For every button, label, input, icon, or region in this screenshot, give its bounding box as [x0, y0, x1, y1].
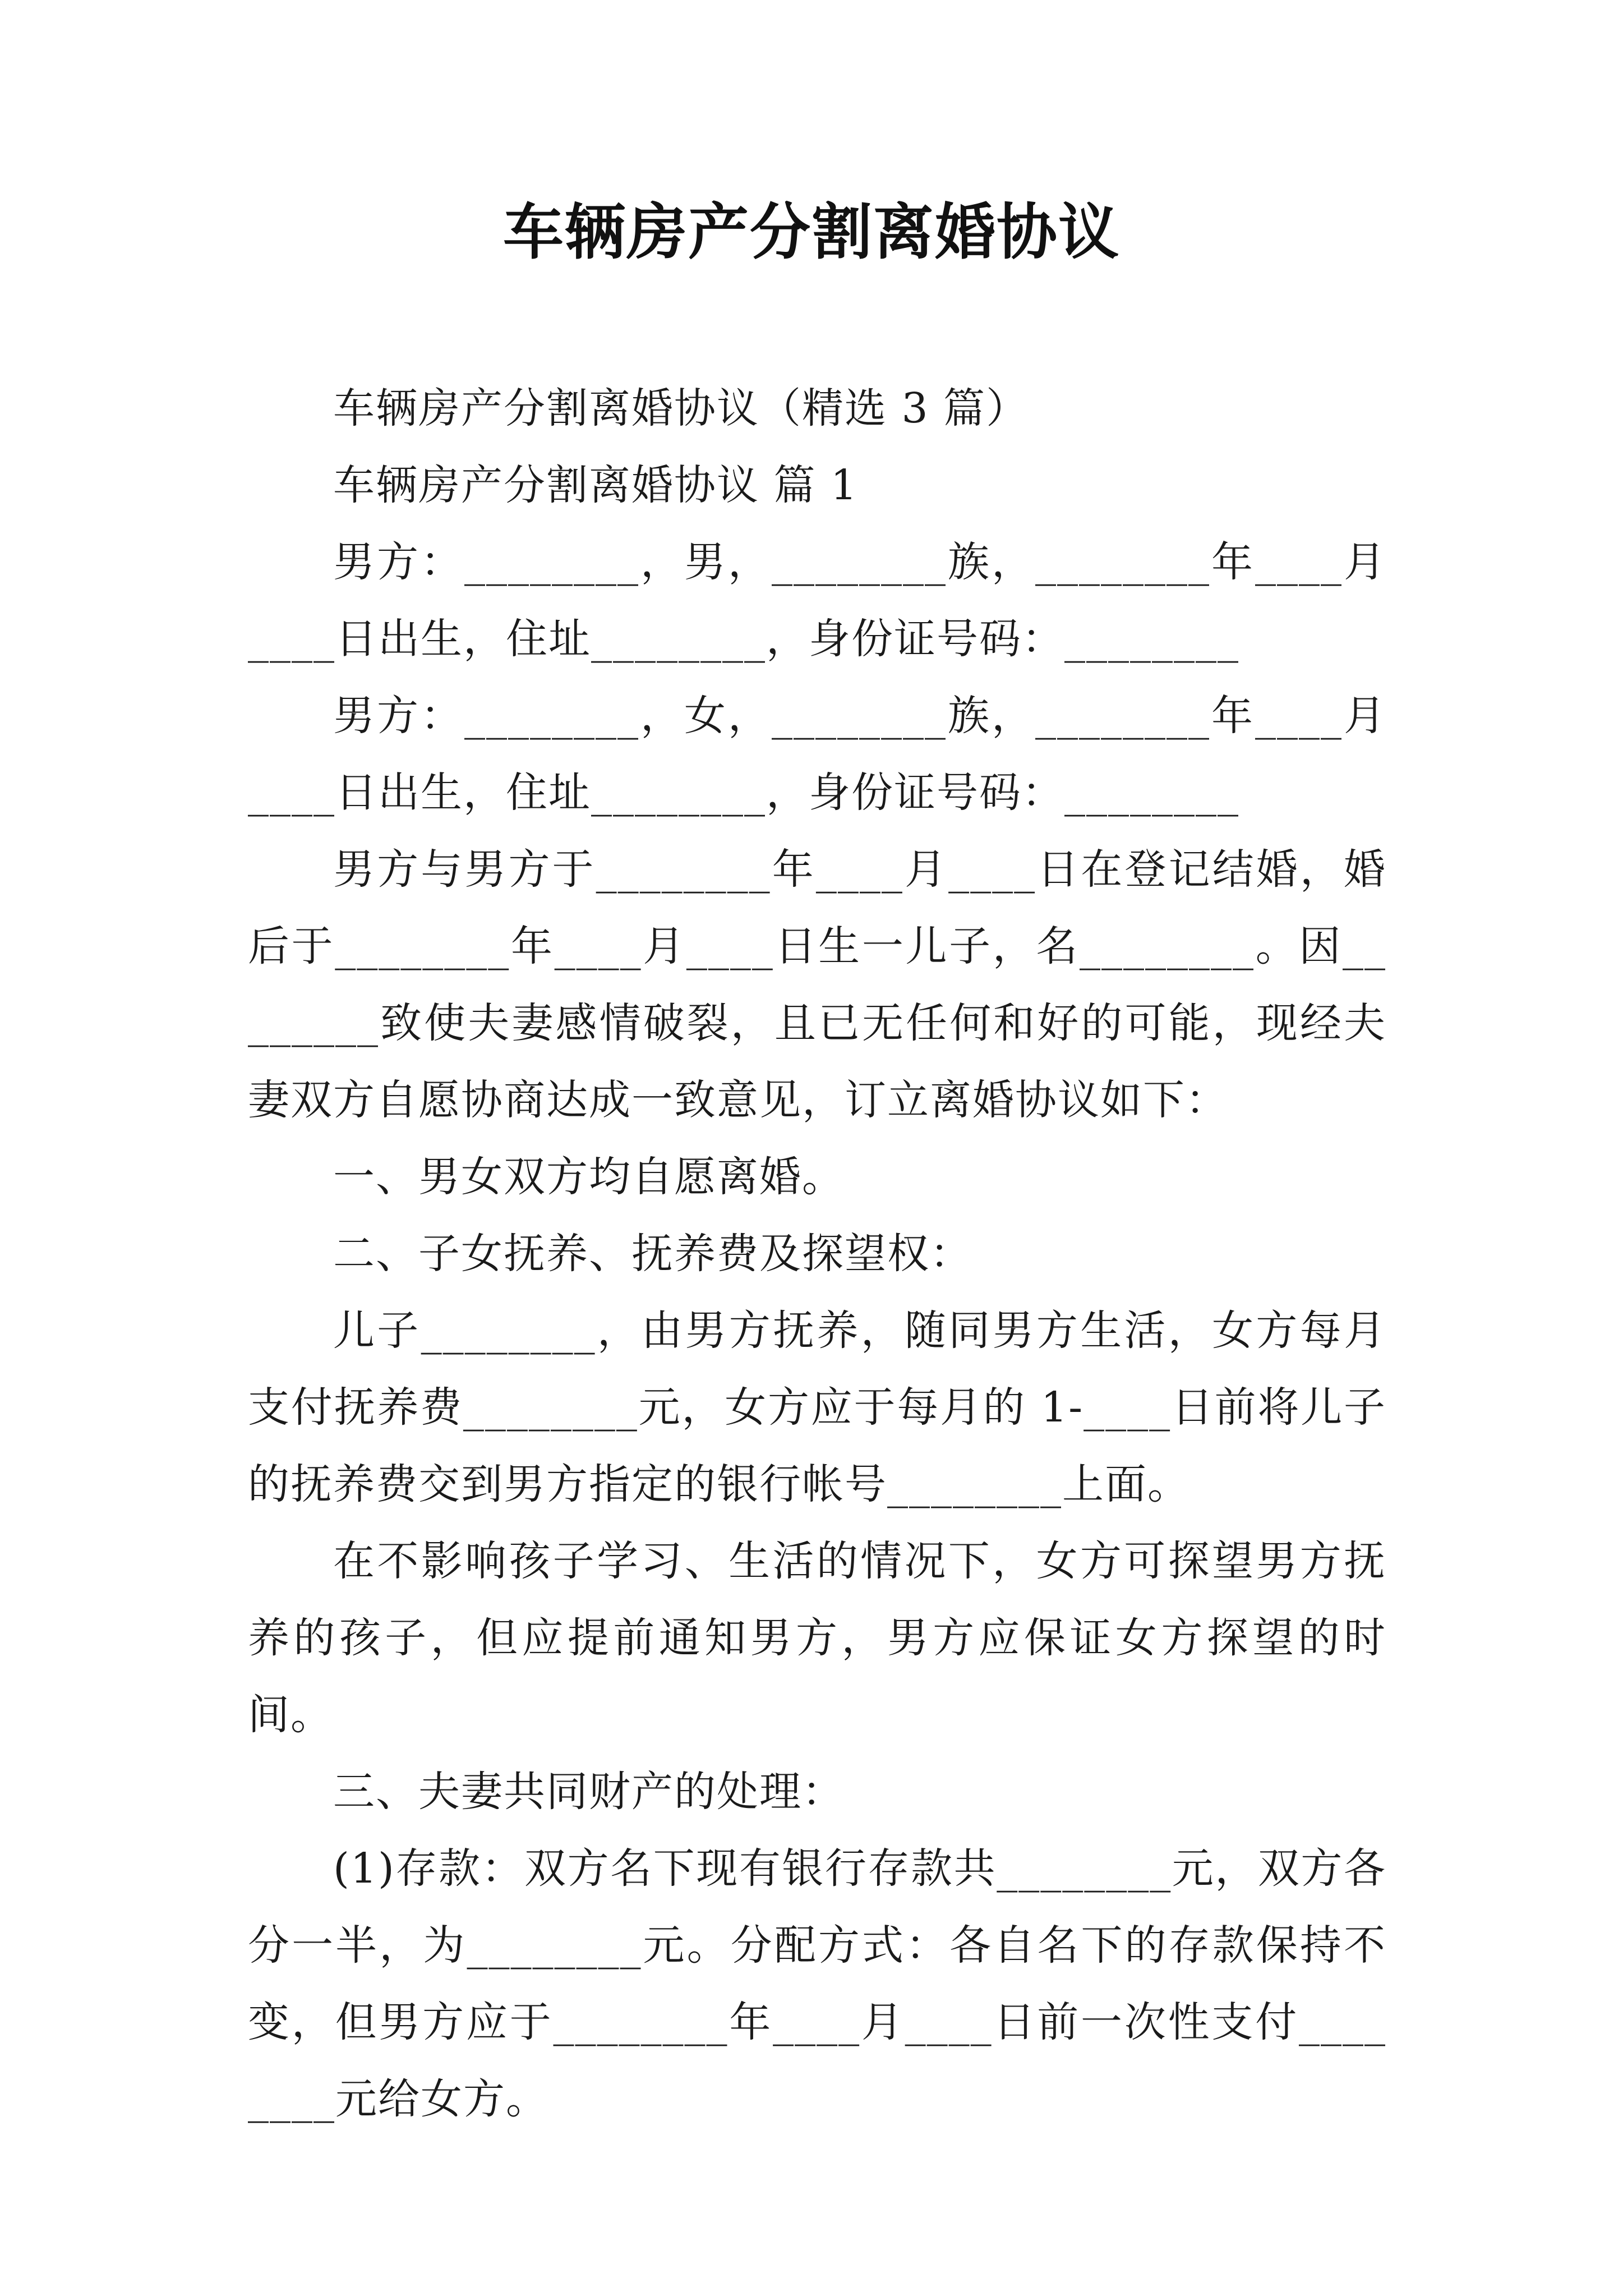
paragraph-party-two: 男方：________，女，________族，________年____月____日出生，住址________，身份证号码：________	[248, 692, 1386, 817]
paragraph-clause-three: 三、夫妻共同财产的处理：	[333, 1768, 845, 1816]
paragraph-clause-two: 二、子女抚养、抚养费及探望权：	[333, 1230, 972, 1278]
paragraph-party-one: 男方：________，男，________族，________年____月____日出生，住址________，身份证号码：________	[248, 538, 1386, 663]
paragraph-visitation: 在不影响孩子学习、生活的情况下，女方可探望男方抚养的孩子，但应提前通知男方，男方应保证女方探望的时间。	[248, 1537, 1386, 1739]
document-body	[248, 370, 1386, 2138]
paragraph-section-heading: 车辆房产分割离婚协议 篇 1	[333, 461, 859, 509]
paragraph-marriage-background: 男方与男方于________年____月____日在登记结婚，婚后于________年____月____日生一儿子，名________。因________致使夫妻感情破裂，且已无任何和好的可能，现经夫妻双方自愿协商达成一致意见，订立离婚协议如下：	[248, 845, 1386, 1124]
document-title: 车辆房产分割离婚协议	[502, 197, 1120, 268]
paragraph-subtitle: 车辆房产分割离婚协议（精选 3 篇）	[333, 384, 1029, 432]
paragraph-child-support: 儿子________，由男方抚养，随同男方生活，女方每月支付抚养费________元，女方应于每月的 1-____日前将儿子的抚养费交到男方指定的银行帐号________上面。	[248, 1306, 1386, 1508]
paragraph-deposits: (1)存款：双方名下现有银行存款共________元，双方各分一半，为________元。分配方式：各自名下的存款保持不变，但男方应于________年____月____日前一次性支付________元给女方。	[248, 1844, 1386, 2123]
paragraph-clause-one: 一、男女双方均自愿离婚。	[333, 1153, 845, 1201]
